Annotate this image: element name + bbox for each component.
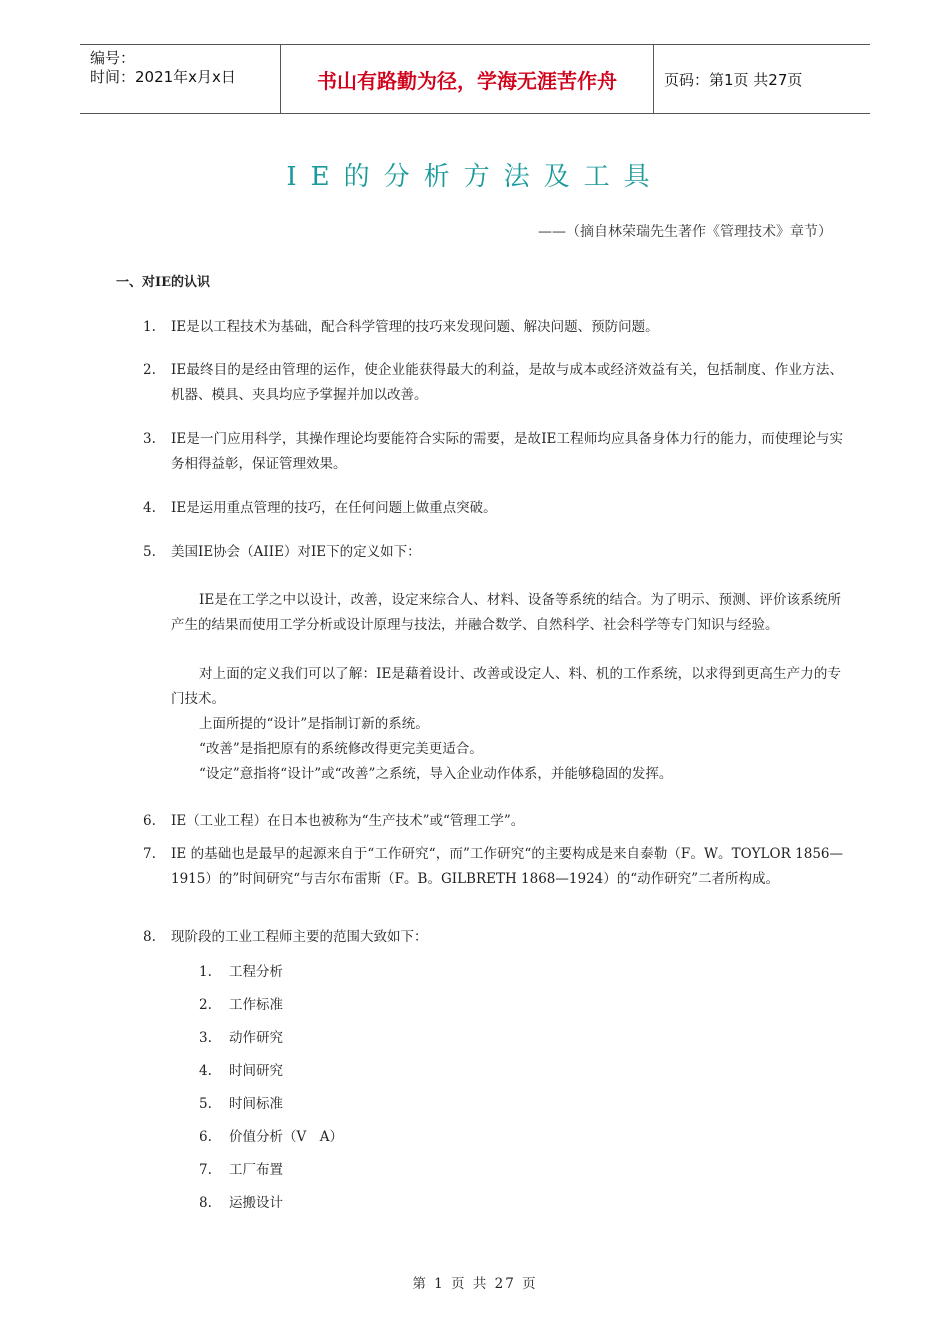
header-motto: 书山有路勤为径，学海无涯苦作舟 (280, 45, 654, 113)
scope-item-text: 运搬设计 (229, 1195, 283, 1211)
list-item (143, 427, 843, 477)
list-item-text: IE是一门应用科学，其操作理论均要能符合实际的需要，是故IE工程师均应具备身体力行的能力，而使理论与实务相得益彰，保证管理效果。 (171, 431, 843, 472)
list-item-text: 美国IE协会（AIIE）对IE下的定义如下： (171, 544, 421, 560)
page-header (80, 44, 870, 114)
list-item-text: IE 的基础也是最早的起源来自于“工作研究“，而”工作研究“的主要构成是来自泰勒（F。W。TOYLOR 1856—1915）的”时间研究“与吉尔布雷斯（F。B。GILBRETH 1868—1924）的“动作研究”二者所构成。 (171, 846, 843, 887)
scope-item (199, 1191, 283, 1211)
scope-item (199, 993, 283, 1013)
list-item (143, 358, 843, 408)
scope-item (199, 1092, 283, 1112)
definition-paragraph: 上面所提的“设计”是指制订新的系统。 (199, 716, 429, 732)
scope-item-text: 工厂布置 (229, 1162, 283, 1178)
scope-item-number: 7. (199, 1162, 212, 1178)
definition-paragraph: IE是在工学之中以设计，改善，设定来综合人、材料、设备等系统的结合。为了明示、预测、评价该系统所产生的结果而使用工学分析或设计原理与技法，并融合数学、自然科学、社会科学等专门知识与经验。 (171, 592, 841, 633)
list-item-text: IE是以工程技术为基础，配合科学管理的技巧来发现问题、解决问题、预防问题。 (171, 319, 659, 335)
list-item (143, 925, 843, 950)
list-item-number: 4. (143, 500, 156, 516)
list-item (143, 496, 843, 521)
document-title: IE的分析方法及工具 (286, 162, 664, 192)
scope-item (199, 1059, 283, 1079)
scope-item (199, 1026, 283, 1046)
header-page-info: 页码：第1页 共27页 (664, 70, 803, 89)
list-item (143, 809, 843, 834)
scope-item-number: 5. (199, 1096, 212, 1112)
list-item (143, 540, 843, 565)
scope-item-number: 1. (199, 964, 212, 980)
scope-item-text: 时间标准 (229, 1096, 283, 1112)
document-subtitle: ——（摘自林荣瑞先生著作《管理技术》章节） (538, 224, 832, 240)
list-item-text: IE（工业工程）在日本也被称为“生产技术”或“管理工学”。 (171, 813, 525, 829)
list-item-number: 5. (143, 544, 156, 560)
scope-item-number: 8. (199, 1195, 212, 1211)
scope-item-text: 时间研究 (229, 1063, 283, 1079)
scope-item (199, 1158, 283, 1178)
list-item-text: 现阶段的工业工程师主要的范围大致如下： (171, 929, 428, 945)
scope-item-number: 2. (199, 997, 212, 1013)
definition-paragraph: “改善”是指把原有的系统修改得更完美更适合。 (199, 741, 483, 757)
list-item-number: 1. (143, 319, 156, 335)
scope-item-number: 4. (199, 1063, 212, 1079)
list-item-text: IE最终目的是经由管理的运作，使企业能获得最大的利益，是故与成本或经济效益有关，包括制度、作业方法、机器、模具、夹具均应予掌握并加以改善。 (171, 362, 843, 403)
section-heading: 一、对IE的认识 (116, 275, 210, 290)
definition-paragraph: “设定”意指将“设计”或“改善”之系统，导入企业动作体系，并能够稳固的发挥。 (199, 766, 673, 782)
list-item (143, 315, 843, 340)
doc-number-label: 编号： (90, 49, 136, 67)
page-footer: 第 1 页 共 27 页 (412, 1276, 538, 1292)
scope-item-text: 价值分析（V A） (229, 1129, 343, 1145)
scope-item-text: 工程分析 (229, 964, 283, 980)
scope-item-number: 3. (199, 1030, 212, 1046)
doc-date-label: 时间：2021年x月x日 (90, 68, 236, 86)
header-meta (80, 45, 280, 113)
scope-item-number: 6. (199, 1129, 212, 1145)
list-item-text: IE是运用重点管理的技巧，在任何问题上做重点突破。 (171, 500, 497, 516)
scope-item-text: 动作研究 (229, 1030, 283, 1046)
scope-item (199, 1125, 343, 1145)
list-item-number: 6. (143, 813, 156, 829)
list-item-number: 3. (143, 431, 156, 447)
scope-item-text: 工作标准 (229, 997, 283, 1013)
list-item (143, 842, 843, 892)
list-item-number: 7. (143, 846, 156, 862)
list-item-number: 8. (143, 929, 156, 945)
scope-item (199, 960, 283, 980)
list-item-number: 2. (143, 362, 156, 378)
definition-paragraph: 对上面的定义我们可以了解：IE是藉着设计、改善或设定人、料、机的工作系统，以求得到更高生产力的专门技术。 (171, 666, 841, 707)
